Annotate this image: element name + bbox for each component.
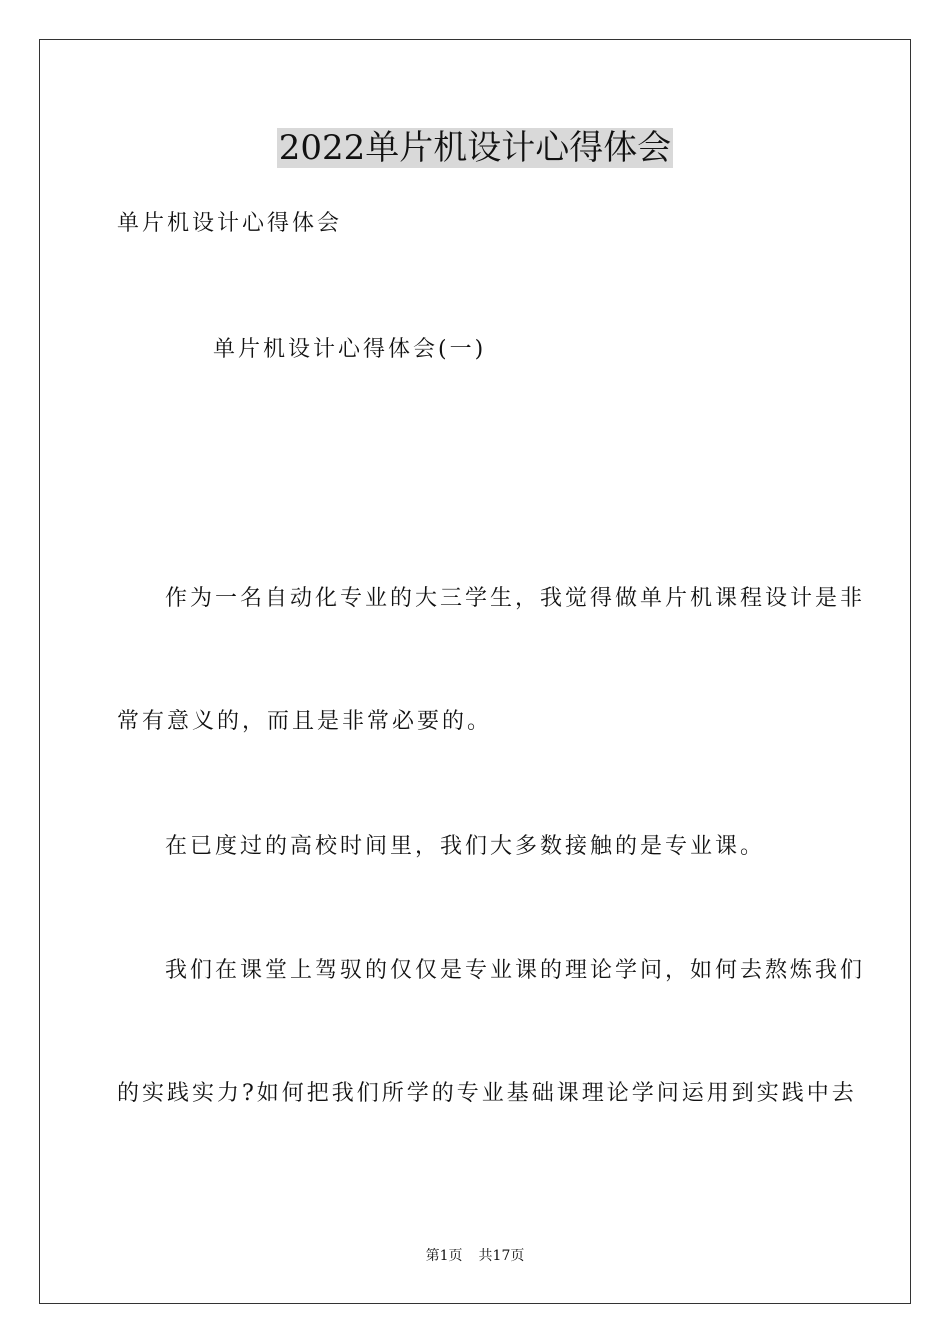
page-footer [0,1246,950,1266]
total-pages: 共17页 [478,1248,525,1264]
paragraph-line: 的实践实力?如何把我们所学的专业基础课理论学问运用到实践中去 [117,1081,857,1106]
document-subtitle: 单片机设计心得体会 [117,211,343,236]
paragraph-line: 常有意义的，而且是非常必要的。 [117,709,493,734]
paragraph-line: 作为一名自动化专业的大三学生，我觉得做单片机课程设计是非 [165,586,866,611]
paragraph-line: 在已度过的高校时间里，我们大多数接触的是专业课。 [165,834,766,859]
document-title [0,126,950,170]
section-heading: 单片机设计心得体会(一) [213,337,487,362]
page-number: 第1页 [425,1248,463,1264]
document-title-text: 2022单片机设计心得体会 [278,128,672,168]
paragraph-line: 我们在课堂上驾驭的仅仅是专业课的理论学问，如何去熬炼我们 [165,958,866,983]
